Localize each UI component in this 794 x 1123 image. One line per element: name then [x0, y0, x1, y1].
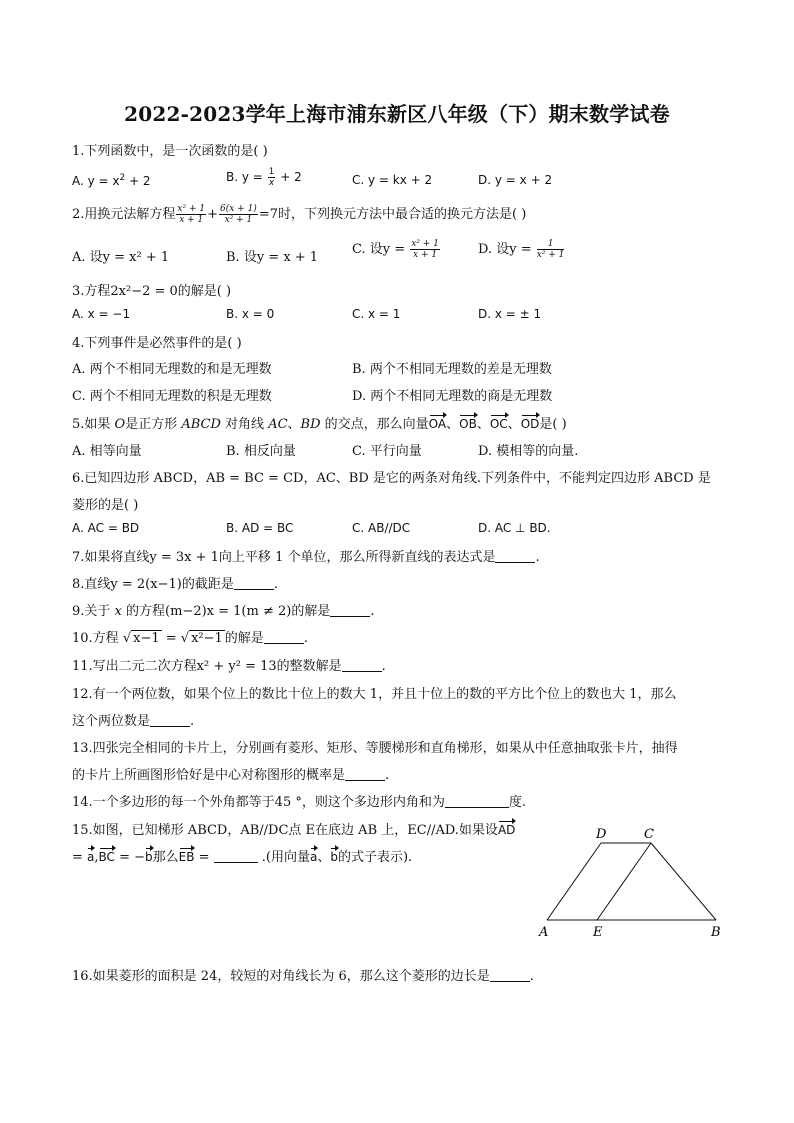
q8-answer-blank[interactable] — [234, 577, 274, 590]
q2-option-c: C. 设y = $\frac{\text{x² + 1}}{x + 1}$ — [352, 239, 439, 260]
q2-option-a: A. 设y = x² + 1 — [72, 250, 170, 265]
q2-stem: 2.用换元法解方程 $\frac{\text{x² + 1}}{x + 1}$ + $\frac{6(x + 1)}{\text{x² + 1}}$ =7时，下列换元方法中最合适的换元方法是( ) — [72, 204, 527, 225]
q6-option-d: D. AC ⊥ BD. — [478, 521, 551, 535]
q6-option-a: A. AC = BD — [72, 521, 140, 535]
q8: 8.直线y = 2(x−1)的截距是 . — [72, 577, 278, 592]
q15-answer-blank[interactable] — [214, 850, 258, 863]
q5-option-c: C. 平行向量 — [352, 444, 422, 459]
q12-answer-blank[interactable] — [150, 714, 190, 727]
q3-stem: 3.方程2x²−2 = 0的解是( ) — [72, 284, 232, 299]
label-b: B — [711, 925, 721, 940]
label-c: C — [644, 827, 654, 842]
q3-option-c: C. x = 1 — [352, 307, 401, 321]
q5-option-b: B. 相反向量 — [226, 444, 296, 459]
q7: 7.如果将直线y = 3x + 1向上平移 1 个单位，那么所得新直线的表达式是 . — [72, 550, 540, 565]
q2-option-b: B. 设y = x + 1 — [226, 250, 319, 265]
label-d: D — [596, 827, 607, 842]
segment-ec — [597, 843, 651, 920]
q4-option-b: B. 两个不相同无理数的差是无理数 — [352, 362, 552, 377]
trapezoid-figure — [530, 820, 740, 945]
q16: 16.如果菱形的面积是 24，较短的对角线长为 6，那么这个菱形的边长是 . — [72, 969, 534, 984]
q16-answer-blank[interactable] — [490, 969, 530, 982]
q6-stem-line2: 菱形的是( ) — [72, 498, 139, 513]
q10-answer-blank[interactable] — [264, 631, 304, 644]
q4-option-d: D. 两个不相同无理数的商是无理数 — [352, 389, 553, 404]
q4-stem: 4.下列事件是必然事件的是( ) — [72, 336, 242, 351]
q12-line1: 12.有一个两位数，如果个位上的数比十位上的数大 1，并且十位上的数的平方比个位上的数也大 1，那么 — [72, 687, 677, 702]
q14: 14.一个多边形的每一个外角都等于45 °，则这个多边形内角和为 度. — [72, 795, 526, 810]
q13-line2: 的卡片上所画图形恰好是中心对称图形的概率是 . — [72, 768, 390, 783]
q3-option-d: D. x = ± 1 — [478, 307, 542, 321]
q13-answer-blank[interactable] — [345, 768, 385, 781]
q6-stem-line1: 6.已知四边形 ABCD，AB = BC = CD，AC、BD 是它的两条对角线.下列条件中，不能判定四边形 ABCD 是 — [72, 471, 711, 486]
q5-option-d: D. 模相等的向量. — [478, 444, 579, 459]
q5-option-a: A. 相等向量 — [72, 444, 142, 459]
q1-stem: 1.下列函数中，是一次函数的是( ) — [72, 144, 268, 159]
q1-option-d: D. y = x + 2 — [478, 173, 553, 187]
page-title: 2022-2023学年上海市浦东新区八年级（下）期末数学试卷 — [124, 102, 670, 126]
q6-option-c: C. AB//DC — [352, 521, 411, 535]
q9-answer-blank[interactable] — [330, 604, 370, 617]
q15-line1: 15.如图，已知梯形 ABCD，AB//DC点 E在底边 AB 上，EC//AD.如果设AD — [72, 823, 516, 838]
q5-stem: 5.如果 O是正方形 ABCD 对角线 AC、BD 的交点，那么向量OA、OB、OC、OD是( ) — [72, 417, 567, 432]
q4-option-a: A. 两个不相同无理数的和是无理数 — [72, 362, 272, 377]
q1-option-c: C. y = kx + 2 — [352, 173, 433, 187]
label-a: A — [539, 925, 549, 940]
q10: 10.方程 √ x−1 = √ x²−1 的解是 . — [72, 631, 308, 646]
q3-option-b: B. x = 0 — [226, 307, 275, 321]
q1-option-a: A. $y = x^2 + 2$ — [72, 173, 151, 188]
q3-option-a: A. x = −1 — [72, 307, 131, 321]
q11-answer-blank[interactable] — [342, 659, 382, 672]
edge-ad — [547, 843, 601, 920]
q1-option-b: B. y = $\frac{1}{x}$ + 2 — [226, 167, 302, 188]
q15-line2: = a,BC = −b那么EB = .(用向量a、b的式子表示). — [72, 850, 413, 865]
q4-option-c: C. 两个不相同无理数的积是无理数 — [72, 389, 272, 404]
edge-bc — [651, 843, 716, 920]
q7-answer-blank[interactable] — [495, 550, 535, 563]
q11: 11.写出二元二次方程x² + y² = 13的整数解是 . — [72, 659, 386, 674]
q13-line1: 13.四张完全相同的卡片上，分别画有菱形、矩形、等腰梯形和直角梯形，如果从中任意抽取张卡片，抽得 — [72, 741, 678, 756]
q9: 9.关于 x 的方程(m−2)x = 1(m ≠ 2)的解是 . — [72, 604, 375, 619]
q2-option-d: D. 设y = $\frac{1}{\text{x² + 1}}$ — [478, 239, 565, 260]
q6-option-b: B. AD = BC — [226, 521, 294, 535]
q14-answer-blank[interactable] — [445, 795, 509, 808]
label-e: E — [593, 925, 603, 940]
q12-line2: 这个两位数是 . — [72, 714, 195, 729]
